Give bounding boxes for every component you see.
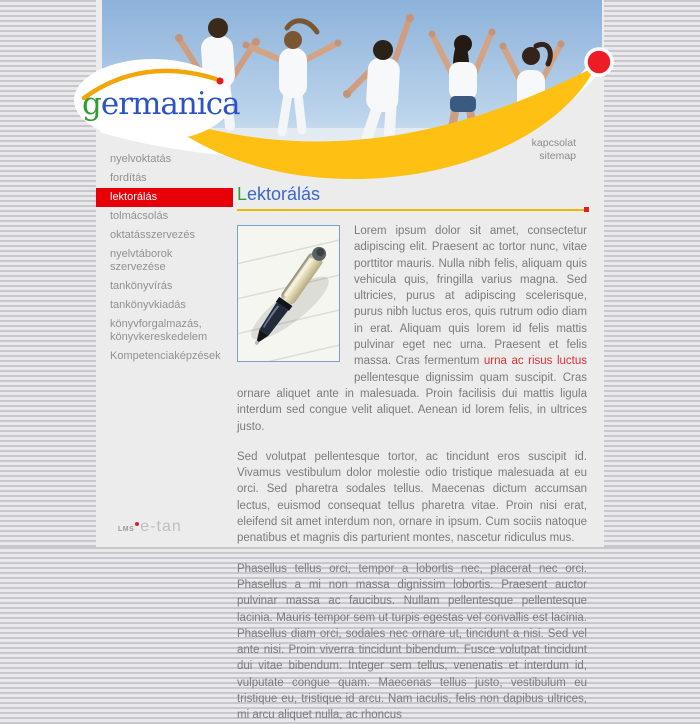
- sidebar-item-tolmacsolas[interactable]: tolmácsolás: [110, 210, 169, 222]
- page-container: [82, 0, 604, 722]
- footer-etan-logo[interactable]: [118, 518, 182, 536]
- sidebar-item-forditas[interactable]: fordítás: [110, 172, 147, 184]
- page-title-first-letter: L: [237, 184, 248, 204]
- footer-red-dot-icon: [135, 522, 139, 526]
- page-title: [237, 184, 587, 205]
- sidebar-menu-list: [96, 150, 233, 366]
- paragraph-1-after-link: pellentesque dignissim quam suscipit. Cras ornare aliquet ante in malesuada. Proin facilisis dui mattis ligula interdum sed congue velit aliquet. Aenean id lorem felis, in ultrices justo.: [237, 371, 587, 433]
- pen-illustration: [238, 226, 339, 361]
- sidebar-item-nyelvtaborok[interactable]: nyelvtáborok szervezése: [110, 248, 173, 273]
- sidebar-item-lektoralas-active[interactable]: lektorálás: [96, 188, 233, 207]
- sidebar-item-tankonyviras[interactable]: tankönyvírás: [110, 280, 173, 292]
- paragraph-1-inline-link[interactable]: urna ac risus luctus: [483, 355, 587, 368]
- logo-letters-rest: ermanica: [100, 86, 240, 122]
- sidebar-item-nyelvoktatas[interactable]: nyelvoktatás: [110, 153, 172, 165]
- sidebar-menu: [96, 150, 233, 366]
- main-content: [237, 0, 587, 724]
- heading-underline: [237, 209, 587, 211]
- logo-text: [82, 86, 240, 122]
- red-circle-badge: [586, 49, 612, 75]
- sitemap-link[interactable]: sitemap: [539, 150, 576, 162]
- kapcsolat-link[interactable]: kapcsolat: [531, 137, 576, 149]
- sidebar-item-oktatasszervezes[interactable]: oktatásszervezés: [110, 229, 195, 241]
- underline-end-dot: [584, 207, 589, 212]
- paragraph-2: Sed volutpat pellentesque tortor, ac tincidunt eros suscipit id. Vivamus vestibulum dolor molestie odio tristique malesuada at eu orci. Sed pharetra sodales tellus. Maecenas dictum accumsan lectus, euismod consequat tellus pharetra vitae. Proin nisi erat, eleifend sit amet interdum non, ornare in ipsum. Cum sociis natoque penatibus et magnis dis parturient montes, nascetur ridiculus mus.: [237, 450, 587, 545]
- logo-letter-g: g: [82, 86, 101, 122]
- sidebar-item-konyvforgalmazas[interactable]: könyvforgalmazás, könyvkereskedelem: [110, 318, 208, 343]
- logo-arc-dot: [217, 78, 224, 85]
- footer-lms-label: LMS: [118, 526, 135, 533]
- page-title-rest: ektorálás: [247, 184, 321, 204]
- pen-article-image: [237, 225, 340, 362]
- footer-brand-label: e-tan: [140, 518, 182, 535]
- paragraph-3: Phasellus tellus orci, tempor a lobortis nec, placerat nec orci. Phasellus a mi non massa dignissim lobortis. Praesent auctor pulvinar massa ac faucibus. Nullam pellentesque pellentesque lacinia. Mauris tempor sem ut turpis egestas vel convallis est lacinia. Phasellus diam orci, sodales nec ornare ut, tincidunt a nisi. Sed vel ante nisi. Proin viverra tincidunt bibendum. Fusce volutpat tincidunt dui vitae bibendum. Integer sem tellus, venenatis et interdum id, vulputate congue quam. Maecenas tellus justo, vestibulum eu tristique eu, tristique id arcu. Nam iaculis, felis non dapibus ultrices, mi arcu aliquet nulla, ac rhoncus: [237, 562, 587, 722]
- sidebar-item-tankonyvkiadas[interactable]: tankönyvkiadás: [110, 299, 186, 311]
- sidebar-item-kompetenciakepzesek[interactable]: Kompetenciaképzések: [110, 350, 221, 362]
- paragraph-1-before-link: Lorem ipsum dolor sit amet, consectetur adipiscing elit. Praesent ac tortor nunc, vitae porttitor mauris. Nulla nibh felis, aliquam quis vehicula quis, fringilla varius magna. Sed ultricies, purus at adipiscing scelerisque, purus nibh luctus eros, quis rutrum odio diam in erat. Aliquam quis lorem id felis mattis pulvinar eget nec urna. Praesent et felis massa. Cras fermentum: [354, 225, 587, 368]
